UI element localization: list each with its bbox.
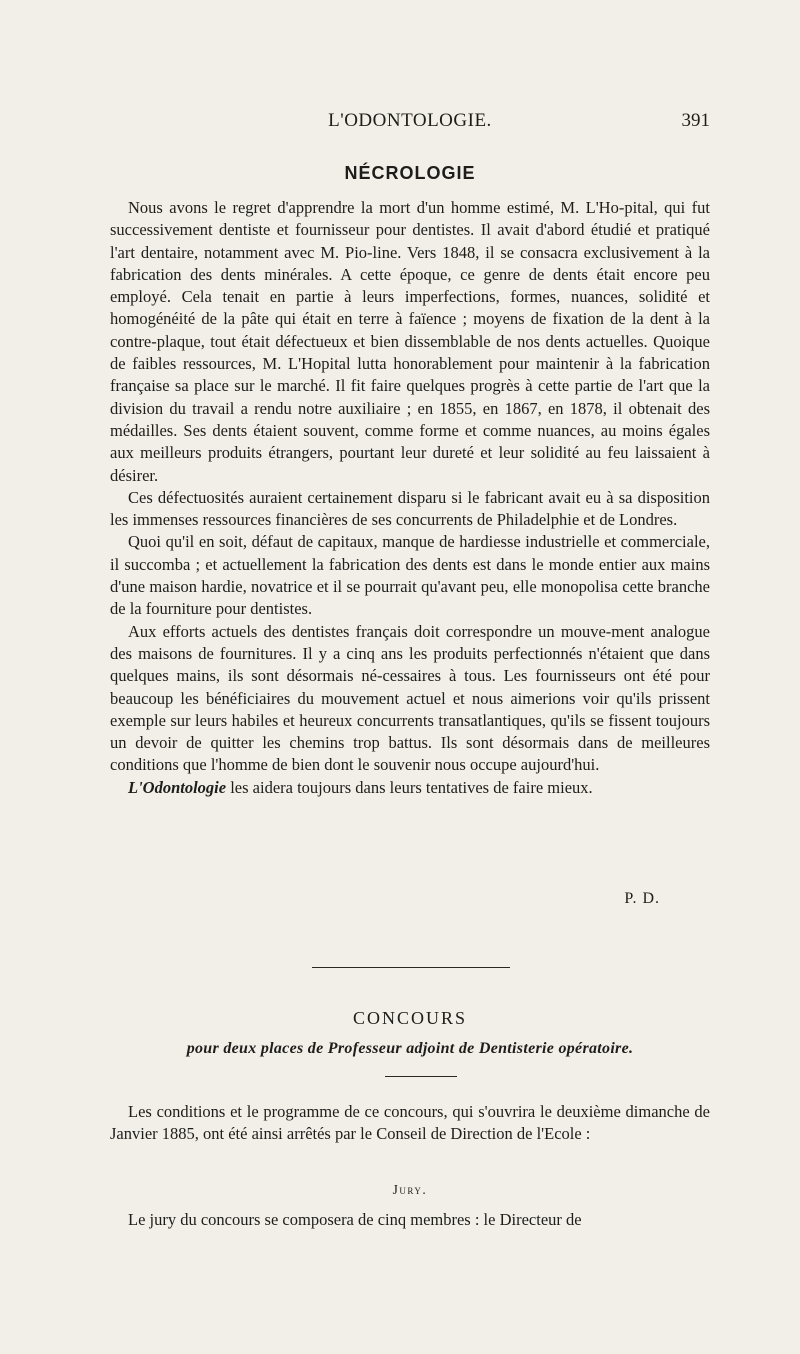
closing-text: les aidera toujours dans leurs tentatives de faire mieux. [226,777,593,797]
subtitle-divider [385,1076,457,1077]
concours-title: CONCOURS [352,1008,468,1028]
necrologie-closing-paragraph [110,777,710,799]
necrologie-paragraph: Quoi qu'il en soit, défaut de capitaux, manque de hardiesse industrielle et commerciale, il succomba ; et actuellement la fabrication des dents est dans le monde entier aux mains d'une maison hardie, novatrice et il se pourrait qu'avant peu, elle monopolisa cette branche de la fourniture pour dentistes. [110,532,710,619]
journal-name: L'Odontologie [128,777,227,797]
necrologie-title: NÉCROLOGIE [344,163,476,183]
jury-text: Le jury du concours se composera de cinq membres : le Directeur de [128,1210,582,1229]
concours-intro: Les conditions et le programme de ce concours, qui s'ouvrira le deuxième dimanche de Janvier 1885, ont été ainsi arrêtés par le Conseil de Direction de l'Ecole : [110,1102,710,1144]
signature: P. D. [624,890,660,907]
section-divider [312,967,510,968]
jury-heading: Jury. [392,1182,428,1197]
necrologie-paragraph: Nous avons le regret d'apprendre la mort d'un homme estimé, M. L'Ho-pital, qui fut successivement dentiste et fournisseur pour dentistes. Il avait d'abord étudié et pratiqué l'art dentaire, notamment avec M. Pio-line. Vers 1848, il se consacra exclusivement à la fabrication des dents minérales. A cette époque, ce genre de dents était encore peu employé. Cela tenait en partie à leurs imperfections, formes, nuances, solidité et homogénéité de la pâte qui était en terre à faïence ; moyens de fixation de la dent à la contre-plaque, tout était défectueux et bien dissemblable de nos dents actuelles. Quoique de faibles ressources, M. L'Hopital lutta honorablement pour maintenir à la fabrication française sa place sur le marché. Il fit faire quelques progrès à cette partie de l'art que la division du travail a rendu notre auxiliaire ; en 1855, en 1867, en 1878, il obtenait des médailles. Ses dents étaient souvent, comme forme et comme nuances, au moins égales aux meilleurs produits étrangers, pourtant leur dureté et leur solidité au feu laissaient à désirer. [110,198,710,485]
concours-subtitle: pour deux places de Professeur adjoint de Dentisterie opératoire. [186,1040,634,1057]
necrologie-paragraph: Ces défectuosités auraient certainement disparu si le fabricant avait eu à sa disposition les immenses ressources financières de ses concurrents de Philadelphie et de Londres. [110,487,710,530]
jury-body [110,1209,710,1231]
necrologie-paragraph: Aux efforts actuels des dentistes français doit correspondre un mouve-ment analogue des maisons de fournitures. Il y a cinq ans les produits perfectionnés n'étaient que dans quelques mains, ils sont désormais né-cessaires à tous. Les fournisseurs ont été pour beaucoup les bénéficiaires du mouvement actuel et nous aimerions voir qu'ils prissent exemple sur leurs habiles et heureux concurrents transatlantiques, qu'ils se fissent toujours un devoir de quitter les chemins trop battus. Ils sont désormais dans de meilleures conditions que l'homme de bien dont le souvenir nous occupe aujourd'hui. [110,621,710,775]
necrologie-body [110,197,710,799]
concours-body [110,1101,710,1146]
running-head: L'ODONTOLOGIE. [328,110,492,131]
page-number: 391 [681,110,710,131]
page-header [110,110,710,136]
